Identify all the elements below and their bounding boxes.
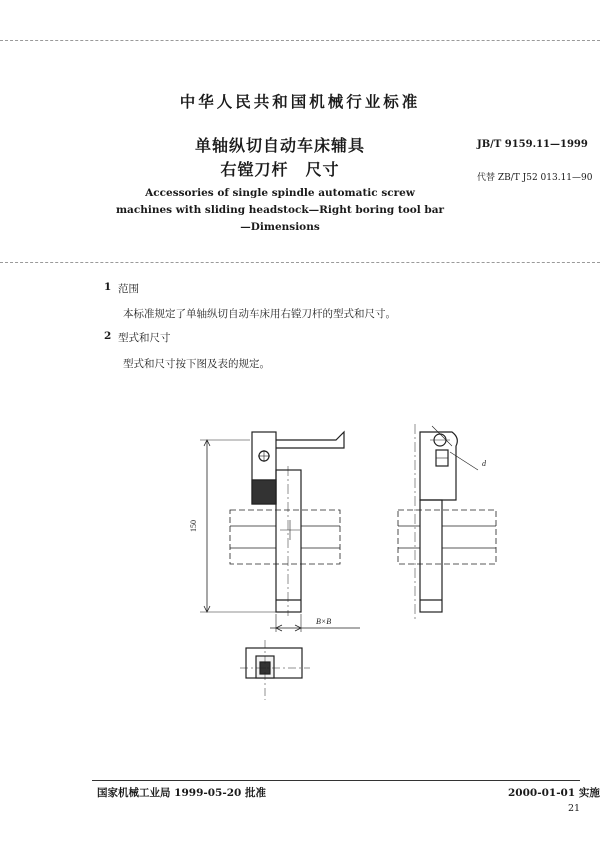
issuer-approval: 国家机械工业局 1999-05-20 批准 — [97, 787, 266, 799]
replaces-standard: 代替 ZB/T J52 013.11—90 — [477, 173, 593, 183]
section-view — [240, 640, 310, 700]
section-size-label: B×B — [316, 617, 332, 626]
diameter-label: d — [482, 459, 486, 468]
industry-standard-title: 中华人民共和国机械行业标准 — [179, 92, 421, 111]
front-view — [200, 432, 360, 632]
standard-number: JB/T 9159.11—1999 — [477, 139, 588, 150]
english-title-line: Accessories of single spindle automatic screw — [145, 187, 415, 199]
section-number: 2 — [104, 330, 112, 342]
height-dimension-label: 150 — [189, 520, 198, 532]
side-view — [398, 424, 496, 620]
implementation-date: 2000-01-01 实施 — [508, 787, 600, 799]
english-title-line: machines with sliding headstock—Right boring tool bar — [115, 204, 445, 216]
section-body-scope: 本标准规定了单轴纵切自动车床用右镗刀杆的型式和尺寸。 — [123, 308, 396, 320]
document-subtitle-chinese: 右镗刀杆 尺寸 — [220, 160, 340, 179]
page-number: 21 — [568, 803, 581, 814]
section-title-type-dimensions: 型式和尺寸 — [118, 332, 171, 344]
footer-rule — [92, 780, 580, 781]
section-body-type-dimensions: 型式和尺寸按下图及表的规定。 — [123, 358, 270, 370]
section-title-scope: 范围 — [118, 283, 139, 295]
document-title-chinese: 单轴纵切自动车床辅具 — [194, 136, 365, 155]
section-number: 1 — [104, 281, 112, 293]
english-title-line: —Dimensions — [240, 221, 320, 233]
